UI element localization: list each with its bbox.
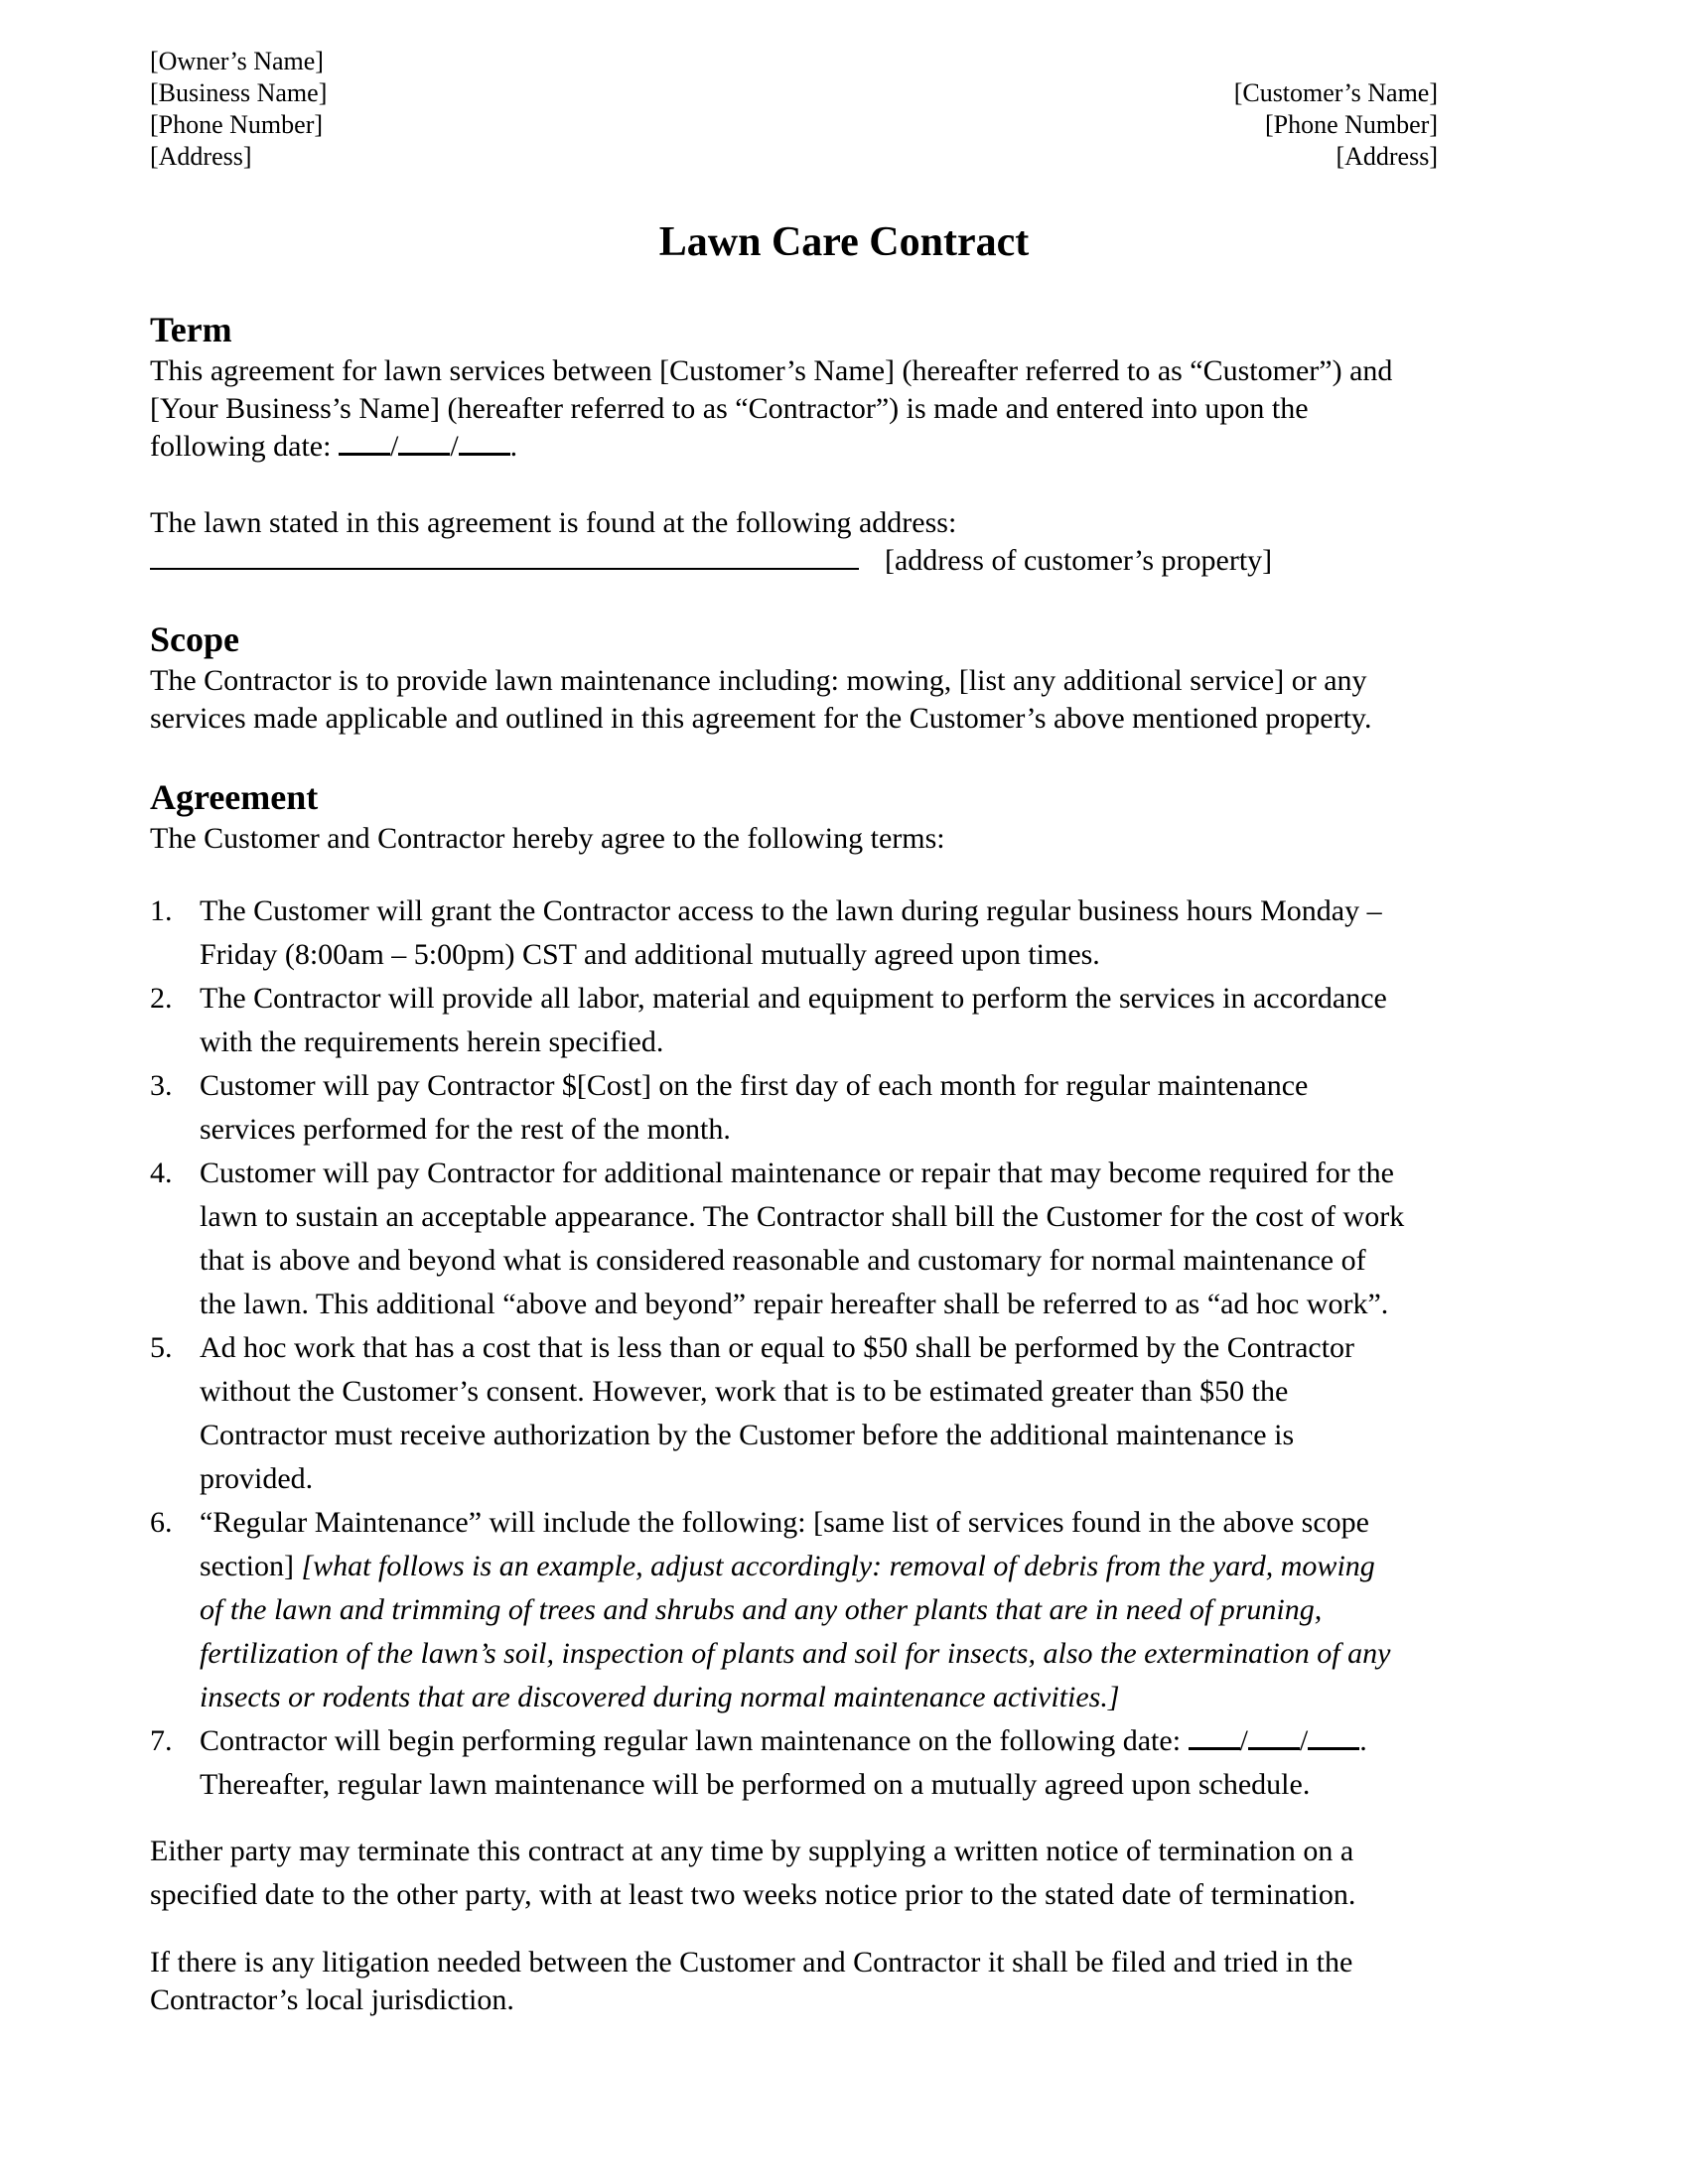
- termination-line: specified date to the other party, with at least two weeks notice prior to the stated date of termination.: [150, 1878, 1356, 1911]
- item-line: that is above and beyond what is considered reasonable and customary for normal maintenance of: [200, 1244, 1366, 1277]
- scope-paragraph: [150, 662, 1540, 738]
- owner-business-name: [Business Name]: [150, 78, 328, 107]
- date-month-blank: [1189, 1723, 1240, 1750]
- scope-line: The Contractor is to provide lawn maintenance including: mowing, [list any additional service] or any: [150, 664, 1367, 697]
- date-separator: /: [1299, 1724, 1309, 1757]
- item-line: “Regular Maintenance” will include the following: [same list of services found in the above scope: [200, 1506, 1369, 1539]
- date-day-blank: [1248, 1723, 1300, 1750]
- owner-contact-block: [150, 46, 327, 173]
- date-separator: /: [1239, 1724, 1248, 1757]
- item-line: the lawn. This additional “above and beyond” repair hereafter shall be referred to as “ad hoc work”.: [200, 1288, 1389, 1320]
- date-separator: /: [450, 430, 459, 463]
- item-line: Customer will pay Contractor for additional maintenance or repair that may become required for the: [200, 1157, 1394, 1189]
- term-date-line: [150, 428, 1540, 466]
- item-line: services performed for the rest of the month.: [200, 1113, 731, 1146]
- term-heading: Term: [150, 310, 232, 349]
- list-item: [150, 889, 1540, 977]
- address-paragraph: [150, 504, 1540, 580]
- list-item: [150, 1326, 1540, 1501]
- example-note: [what follows is an example, adjust accordingly: removal of debris from the yard, mowing: [301, 1550, 1375, 1582]
- item-line: with the requirements herein specified.: [200, 1025, 664, 1058]
- item-number: 2.: [150, 982, 173, 1015]
- address-blank: [150, 544, 859, 570]
- address-line: [150, 542, 1540, 580]
- term-line: This agreement for lawn services between [Customer’s Name] (hereafter referred to as “Customer”) and: [150, 354, 1393, 387]
- date-label: following date:: [150, 430, 339, 463]
- item-number: 1.: [150, 894, 173, 927]
- customer-contact-block: [1234, 77, 1438, 173]
- customer-name: [Customer’s Name]: [1233, 78, 1438, 107]
- agreement-heading: Agreement: [150, 777, 319, 817]
- litigation-line: Contractor’s local jurisdiction.: [150, 1983, 514, 2016]
- example-note: insects or rodents that are discovered during normal maintenance activities.]: [200, 1681, 1120, 1713]
- date-period: .: [509, 430, 518, 463]
- item-line: Ad hoc work that has a cost that is less than or equal to $50 shall be performed by the Contractor: [200, 1331, 1355, 1364]
- item-line: The Customer will grant the Contractor access to the lawn during regular business hours Monday –: [200, 894, 1382, 927]
- list-item: [150, 977, 1540, 1064]
- list-item: [150, 1719, 1540, 1807]
- item-text: section]: [200, 1550, 302, 1582]
- term-paragraph: [150, 352, 1540, 466]
- item-number: 4.: [150, 1157, 173, 1189]
- item-line: The Contractor will provide all labor, material and equipment to perform the services in accordance: [200, 982, 1387, 1015]
- document-title: Lawn Care Contract: [658, 219, 1030, 265]
- owner-name: [Owner’s Name]: [150, 47, 324, 75]
- litigation-paragraph: [150, 1944, 1540, 2019]
- item-number: 7.: [150, 1724, 173, 1757]
- list-item: [150, 1501, 1540, 1719]
- date-month-blank: [339, 429, 390, 456]
- item-line: [200, 1719, 1540, 1763]
- owner-address: [Address]: [150, 142, 252, 171]
- scope-heading: Scope: [150, 619, 239, 659]
- item-line: Friday (8:00am – 5:00pm) CST and additional mutually agreed upon times.: [200, 938, 1100, 971]
- customer-phone: [Phone Number]: [1264, 110, 1438, 139]
- owner-phone: [Phone Number]: [150, 110, 324, 139]
- example-note: of the lawn and trimming of trees and shrubs and any other plants that are in need of pruning,: [200, 1593, 1323, 1626]
- item-line: Customer will pay Contractor $[Cost] on the first day of each month for regular maintenance: [200, 1069, 1309, 1102]
- termination-line: Either party may terminate this contract at any time by supplying a written notice of termination on a: [150, 1835, 1354, 1867]
- address-note: [address of customer’s property]: [885, 544, 1273, 577]
- termination-paragraph: [150, 1830, 1540, 1917]
- item-line: [200, 1632, 1540, 1676]
- item-line: provided.: [200, 1462, 314, 1495]
- date-separator: /: [389, 430, 399, 463]
- list-item: [150, 1152, 1540, 1326]
- agreement-terms-list: [150, 889, 1540, 1807]
- date-year-blank: [459, 429, 510, 456]
- item-line: [200, 1676, 1540, 1719]
- term-line: [Your Business’s Name] (hereafter referred to as “Contractor”) is made and entered into upon the: [150, 392, 1309, 425]
- agreement-intro: The Customer and Contractor hereby agree to the following terms:: [150, 822, 945, 855]
- item-line: Thereafter, regular lawn maintenance will be performed on a mutually agreed upon schedule.: [200, 1768, 1311, 1801]
- date-year-blank: [1308, 1723, 1359, 1750]
- date-day-blank: [398, 429, 450, 456]
- item-line: Contractor must receive authorization by the Customer before the additional maintenance is: [200, 1419, 1295, 1451]
- item-line: [200, 1588, 1540, 1632]
- scope-line: services made applicable and outlined in this agreement for the Customer’s above mentioned property.: [150, 702, 1372, 735]
- customer-address: [Address]: [1336, 142, 1438, 171]
- date-period: .: [1359, 1724, 1367, 1757]
- item-number: 6.: [150, 1506, 173, 1539]
- item-line: [200, 1545, 1540, 1588]
- litigation-line: If there is any litigation needed between the Customer and Contractor it shall be filed and tried in the: [150, 1946, 1353, 1979]
- item-line: lawn to sustain an acceptable appearance. The Contractor shall bill the Customer for the cost of work: [200, 1200, 1405, 1233]
- address-intro: The lawn stated in this agreement is found at the following address:: [150, 506, 957, 539]
- example-note: fertilization of the lawn’s soil, inspection of plants and soil for insects, also the extermination of any: [200, 1637, 1391, 1670]
- item-line: without the Customer’s consent. However, work that is to be estimated greater than $50 the: [200, 1375, 1289, 1408]
- item-number: 3.: [150, 1069, 173, 1102]
- item-number: 5.: [150, 1331, 173, 1364]
- list-item: [150, 1064, 1540, 1152]
- item-text: Contractor will begin performing regular lawn maintenance on the following date:: [200, 1724, 1189, 1757]
